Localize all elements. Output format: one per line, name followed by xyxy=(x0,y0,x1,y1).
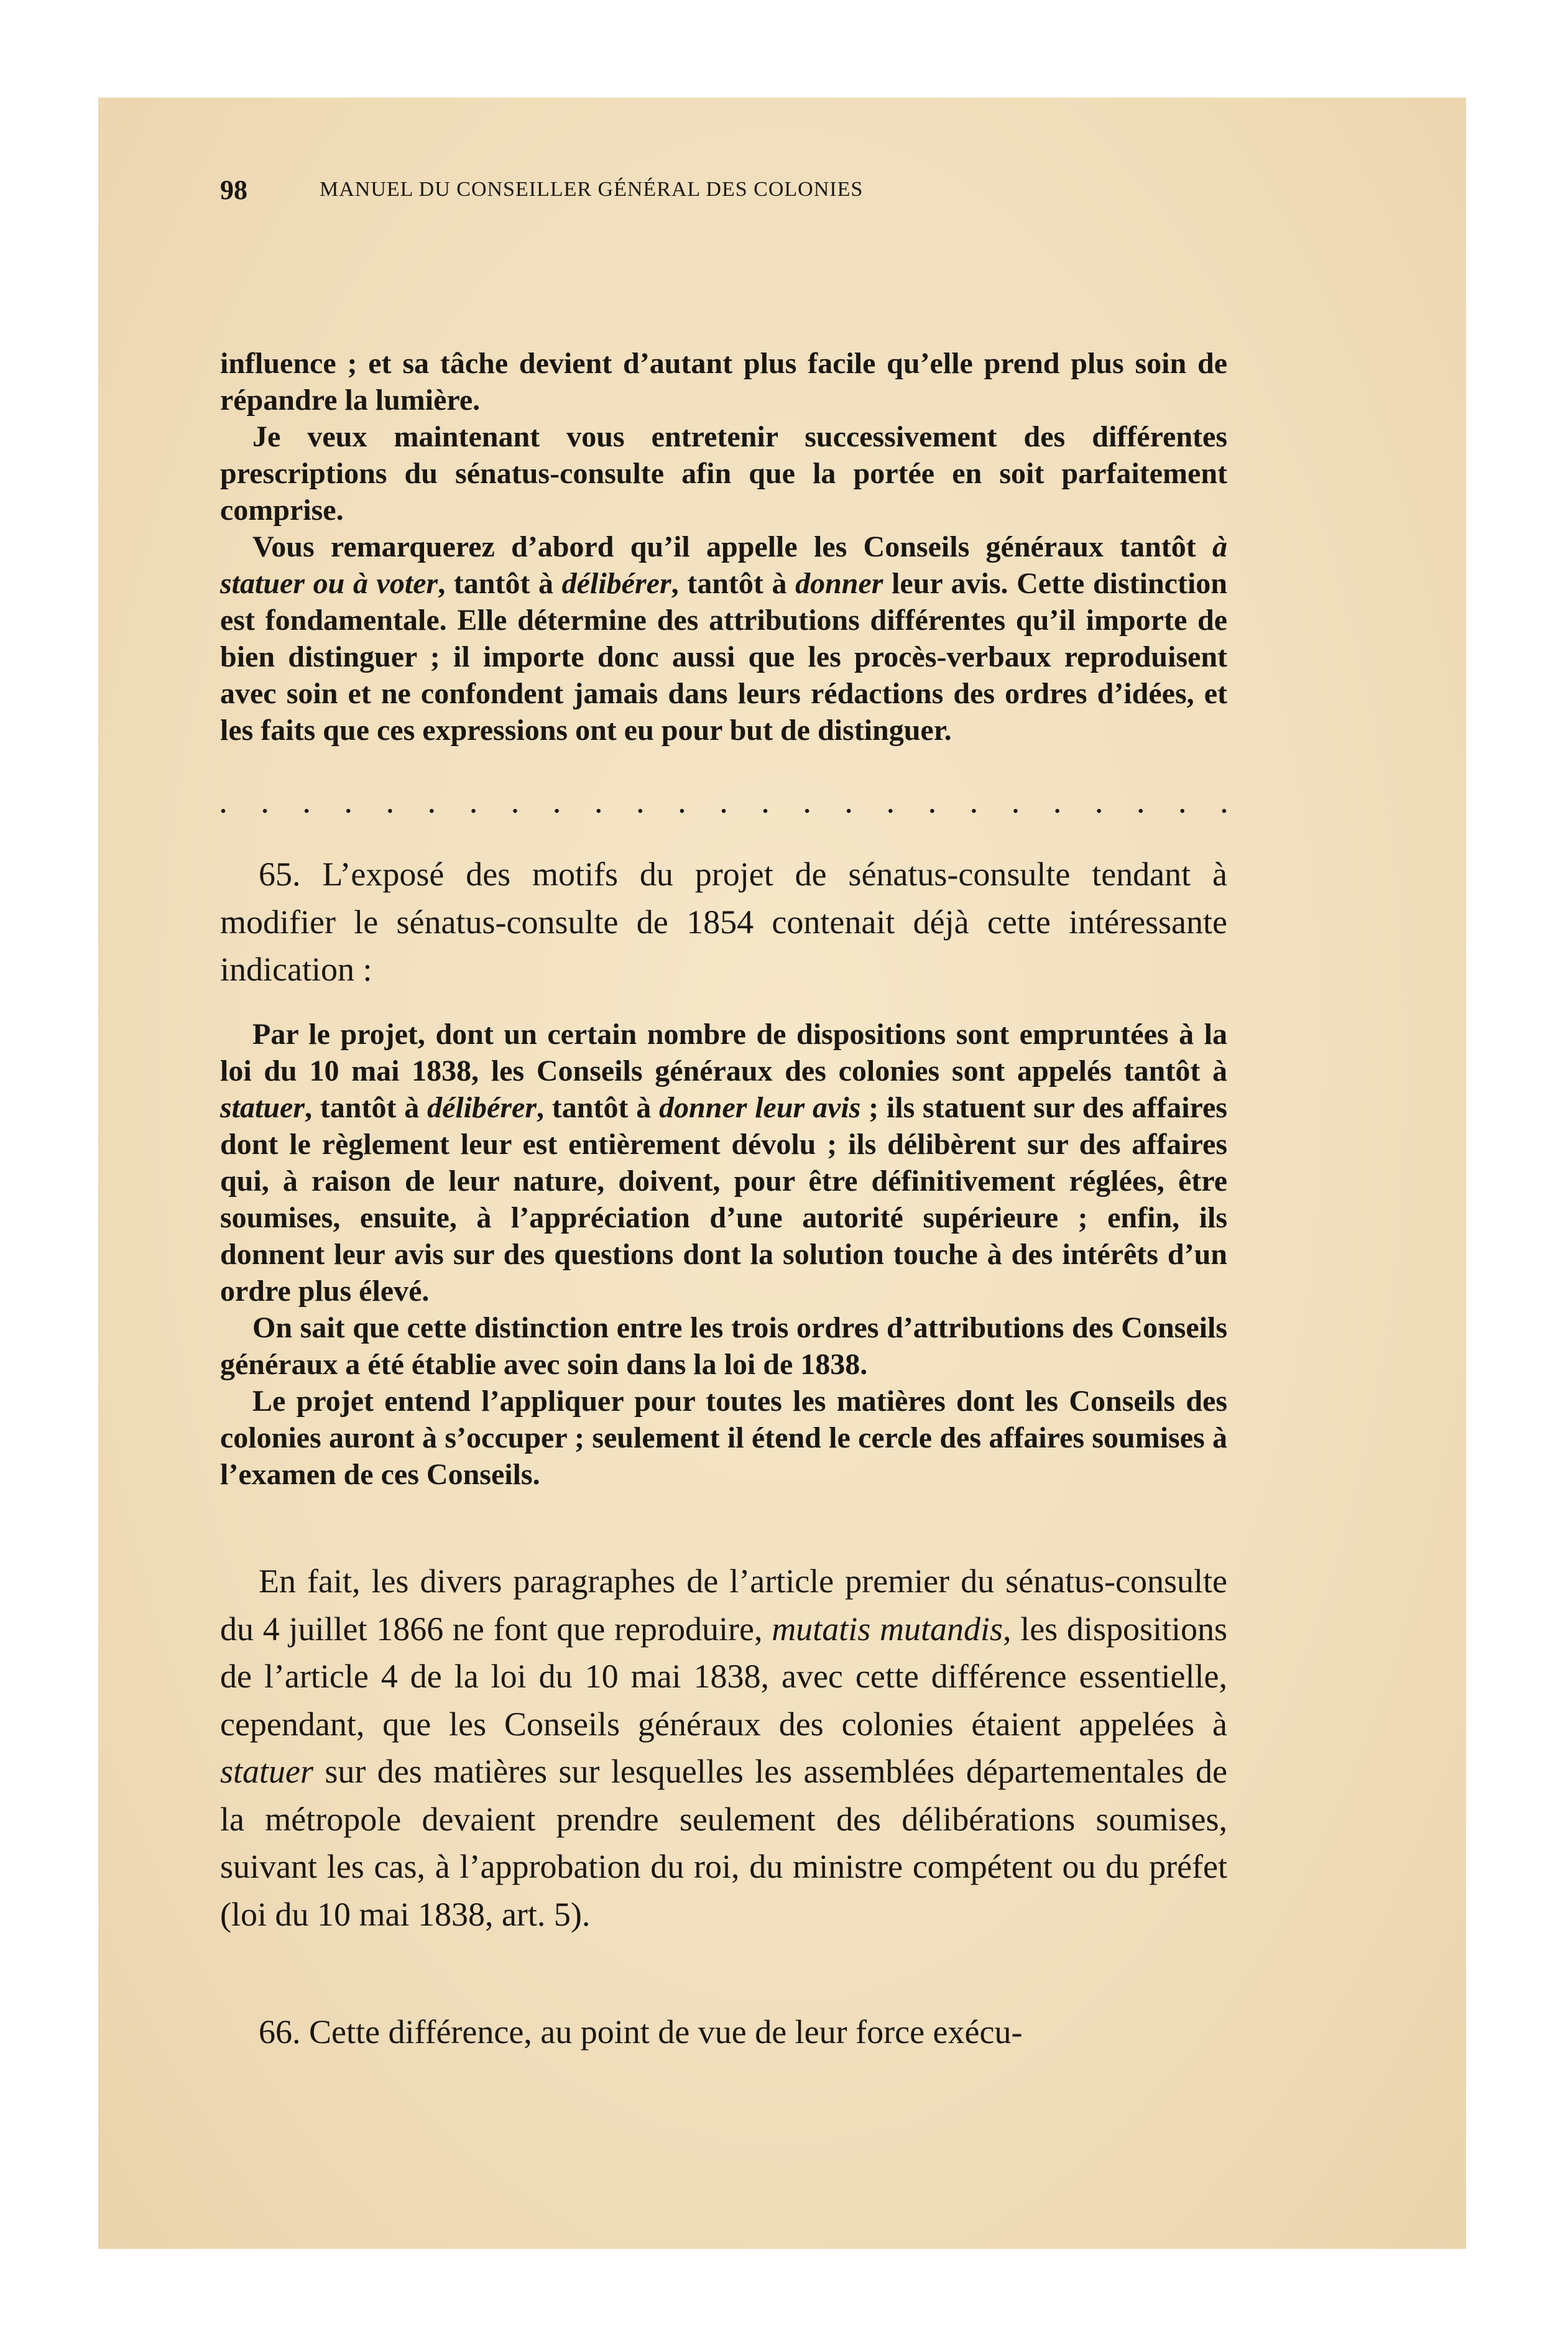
quote-paragraph-projet xyxy=(220,1016,1227,1309)
dot: . xyxy=(678,790,685,818)
dot: . xyxy=(1220,790,1227,818)
dot: . xyxy=(262,790,269,818)
quote-text-2: , tantôt à xyxy=(305,1091,428,1124)
dot: . xyxy=(929,790,936,818)
opening-section xyxy=(220,345,1227,749)
quoted-expose xyxy=(220,1016,1227,1493)
running-title: MANUEL DU CONSEILLER GÉNÉRAL DES COLONIES xyxy=(320,178,864,201)
distinction-text-2: , tantôt à xyxy=(438,567,562,600)
dot: . xyxy=(762,790,769,818)
page-header xyxy=(220,168,1227,211)
paragraph-65: 65. L’exposé des motifs du projet de sénatus-consulte tendant à modifier le sénatus-consulte de 1854 contenait déjà cette intéressante indication : xyxy=(220,856,1227,988)
quote-text-4: ; ils statuent sur des affaires dont le règlement leur est entièrement dévolu ; ils délibèrent sur des affaires qui, à raison de leur nature, doivent, pour être définitivement réglées, être soumises, ensuite, à l’appréciation d’une autorité supérieure ; enfin, ils donnent leur avis sur des questions dont la solution touche à des intérêts d’un ordre plus élevé. xyxy=(220,1091,1227,1308)
dot: . xyxy=(387,790,394,818)
dot: . xyxy=(595,790,602,818)
paragraph-prescriptions: Je veux maintenant vous entretenir successivement des différentes prescriptions du sénatus-consulte afin que la portée en soit parfaitement comprise. xyxy=(220,420,1227,527)
distinction-text-3: , tantôt à xyxy=(671,567,796,600)
dot: . xyxy=(1054,790,1061,818)
distinction-emph-deliberer: délibérer xyxy=(561,567,671,600)
dot: . xyxy=(637,790,643,818)
section-65 xyxy=(220,851,1227,994)
section-66 xyxy=(220,2008,1227,2056)
paragraph-en-fait xyxy=(220,1558,1227,1938)
dot: . xyxy=(1012,790,1019,818)
dot: . xyxy=(470,790,477,818)
quote-emph-donner-avis: donner leur avis xyxy=(659,1091,861,1124)
ellipsis-separator xyxy=(220,790,1227,818)
dot: . xyxy=(887,790,894,818)
dot: . xyxy=(720,790,727,818)
paragraph-influence: influence ; et sa tâche devient d’autant plus facile qu’elle prend plus soin de répandre la lumière. xyxy=(220,347,1227,417)
en-fait-emph-statuer: statuer xyxy=(220,1753,314,1790)
dot: . xyxy=(512,790,519,818)
dot: . xyxy=(220,790,226,818)
dot: . xyxy=(553,790,560,818)
dot: . xyxy=(345,790,352,818)
page-number: 98 xyxy=(220,174,247,205)
paragraph-distinction xyxy=(220,528,1227,749)
dot: . xyxy=(1179,790,1186,818)
dot: . xyxy=(303,790,310,818)
quote-text-1: Par le projet, dont un certain nombre de dispositions sont empruntées à la loi du 10 mai 1838, les Conseils généraux des colonies sont appelés tantôt à xyxy=(220,1018,1227,1087)
paragraph-66: 66. Cette différence, au point de vue de leur force exécu- xyxy=(259,2013,1023,2051)
distinction-text-4: leur avis. Cette distinction est fondamentale. Elle détermine des attributions différentes qu’il importe de bien distinguer ; il importe donc aussi que les procès-verbaux reproduisent avec soin et ne confondent jamais dans leurs rédactions des ordres d’idées, et les faits que ces expressions ont eu pour but de distinguer. xyxy=(220,567,1227,747)
dot: . xyxy=(428,790,435,818)
quote-paragraph-projet-applique: Le projet entend l’appliquer pour toutes les matières dont les Conseils des colonies auront à s’occuper ; seulement il étend le cercle des affaires soumises à l’examen de ces Conseils. xyxy=(220,1385,1227,1491)
en-fait-text-1: En fait, les divers paragraphes de l’article premier du sénatus-consulte du 4 juillet 1866 ne font que reproduire, xyxy=(220,1562,1227,1648)
quote-paragraph-distinction: On sait que cette distinction entre les trois ordres d’attributions des Conseils généraux a été établie avec soin dans la loi de 1838. xyxy=(220,1311,1227,1381)
en-fait-text-2: , les dispositions de l’article 4 de la loi du 10 mai 1838, avec cette différence essentielle, cependant, que les Conseils généraux des colonies étaient appelées à xyxy=(220,1610,1227,1743)
distinction-emph-donner: donner xyxy=(795,567,883,600)
distinction-text-1: Vous remarquerez d’abord qu’il appelle les Conseils généraux tantôt xyxy=(252,530,1212,563)
dot: . xyxy=(846,790,852,818)
section-en-fait xyxy=(220,1558,1227,1938)
quote-text-3: , tantôt à xyxy=(537,1091,660,1124)
quote-emph-statuer: statuer xyxy=(220,1091,305,1124)
dot: . xyxy=(1095,790,1102,818)
en-fait-emph-mutatis: mutatis mutandis xyxy=(772,1610,1003,1648)
quote-emph-deliberer: délibérer xyxy=(427,1091,537,1124)
dot: . xyxy=(1137,790,1144,818)
en-fait-text-3: sur des matières sur lesquelles les assemblées départementales de la métropole devaient prendre seulement des délibérations soumises, suivant les cas, à l’approbation du roi, du ministre compétent ou du préfet (loi du 10 mai 1838, art. 5). xyxy=(220,1753,1227,1933)
dot: . xyxy=(804,790,811,818)
distinction-emph-statuer: à statuer ou à voter xyxy=(220,530,1227,600)
dot: . xyxy=(971,790,977,818)
